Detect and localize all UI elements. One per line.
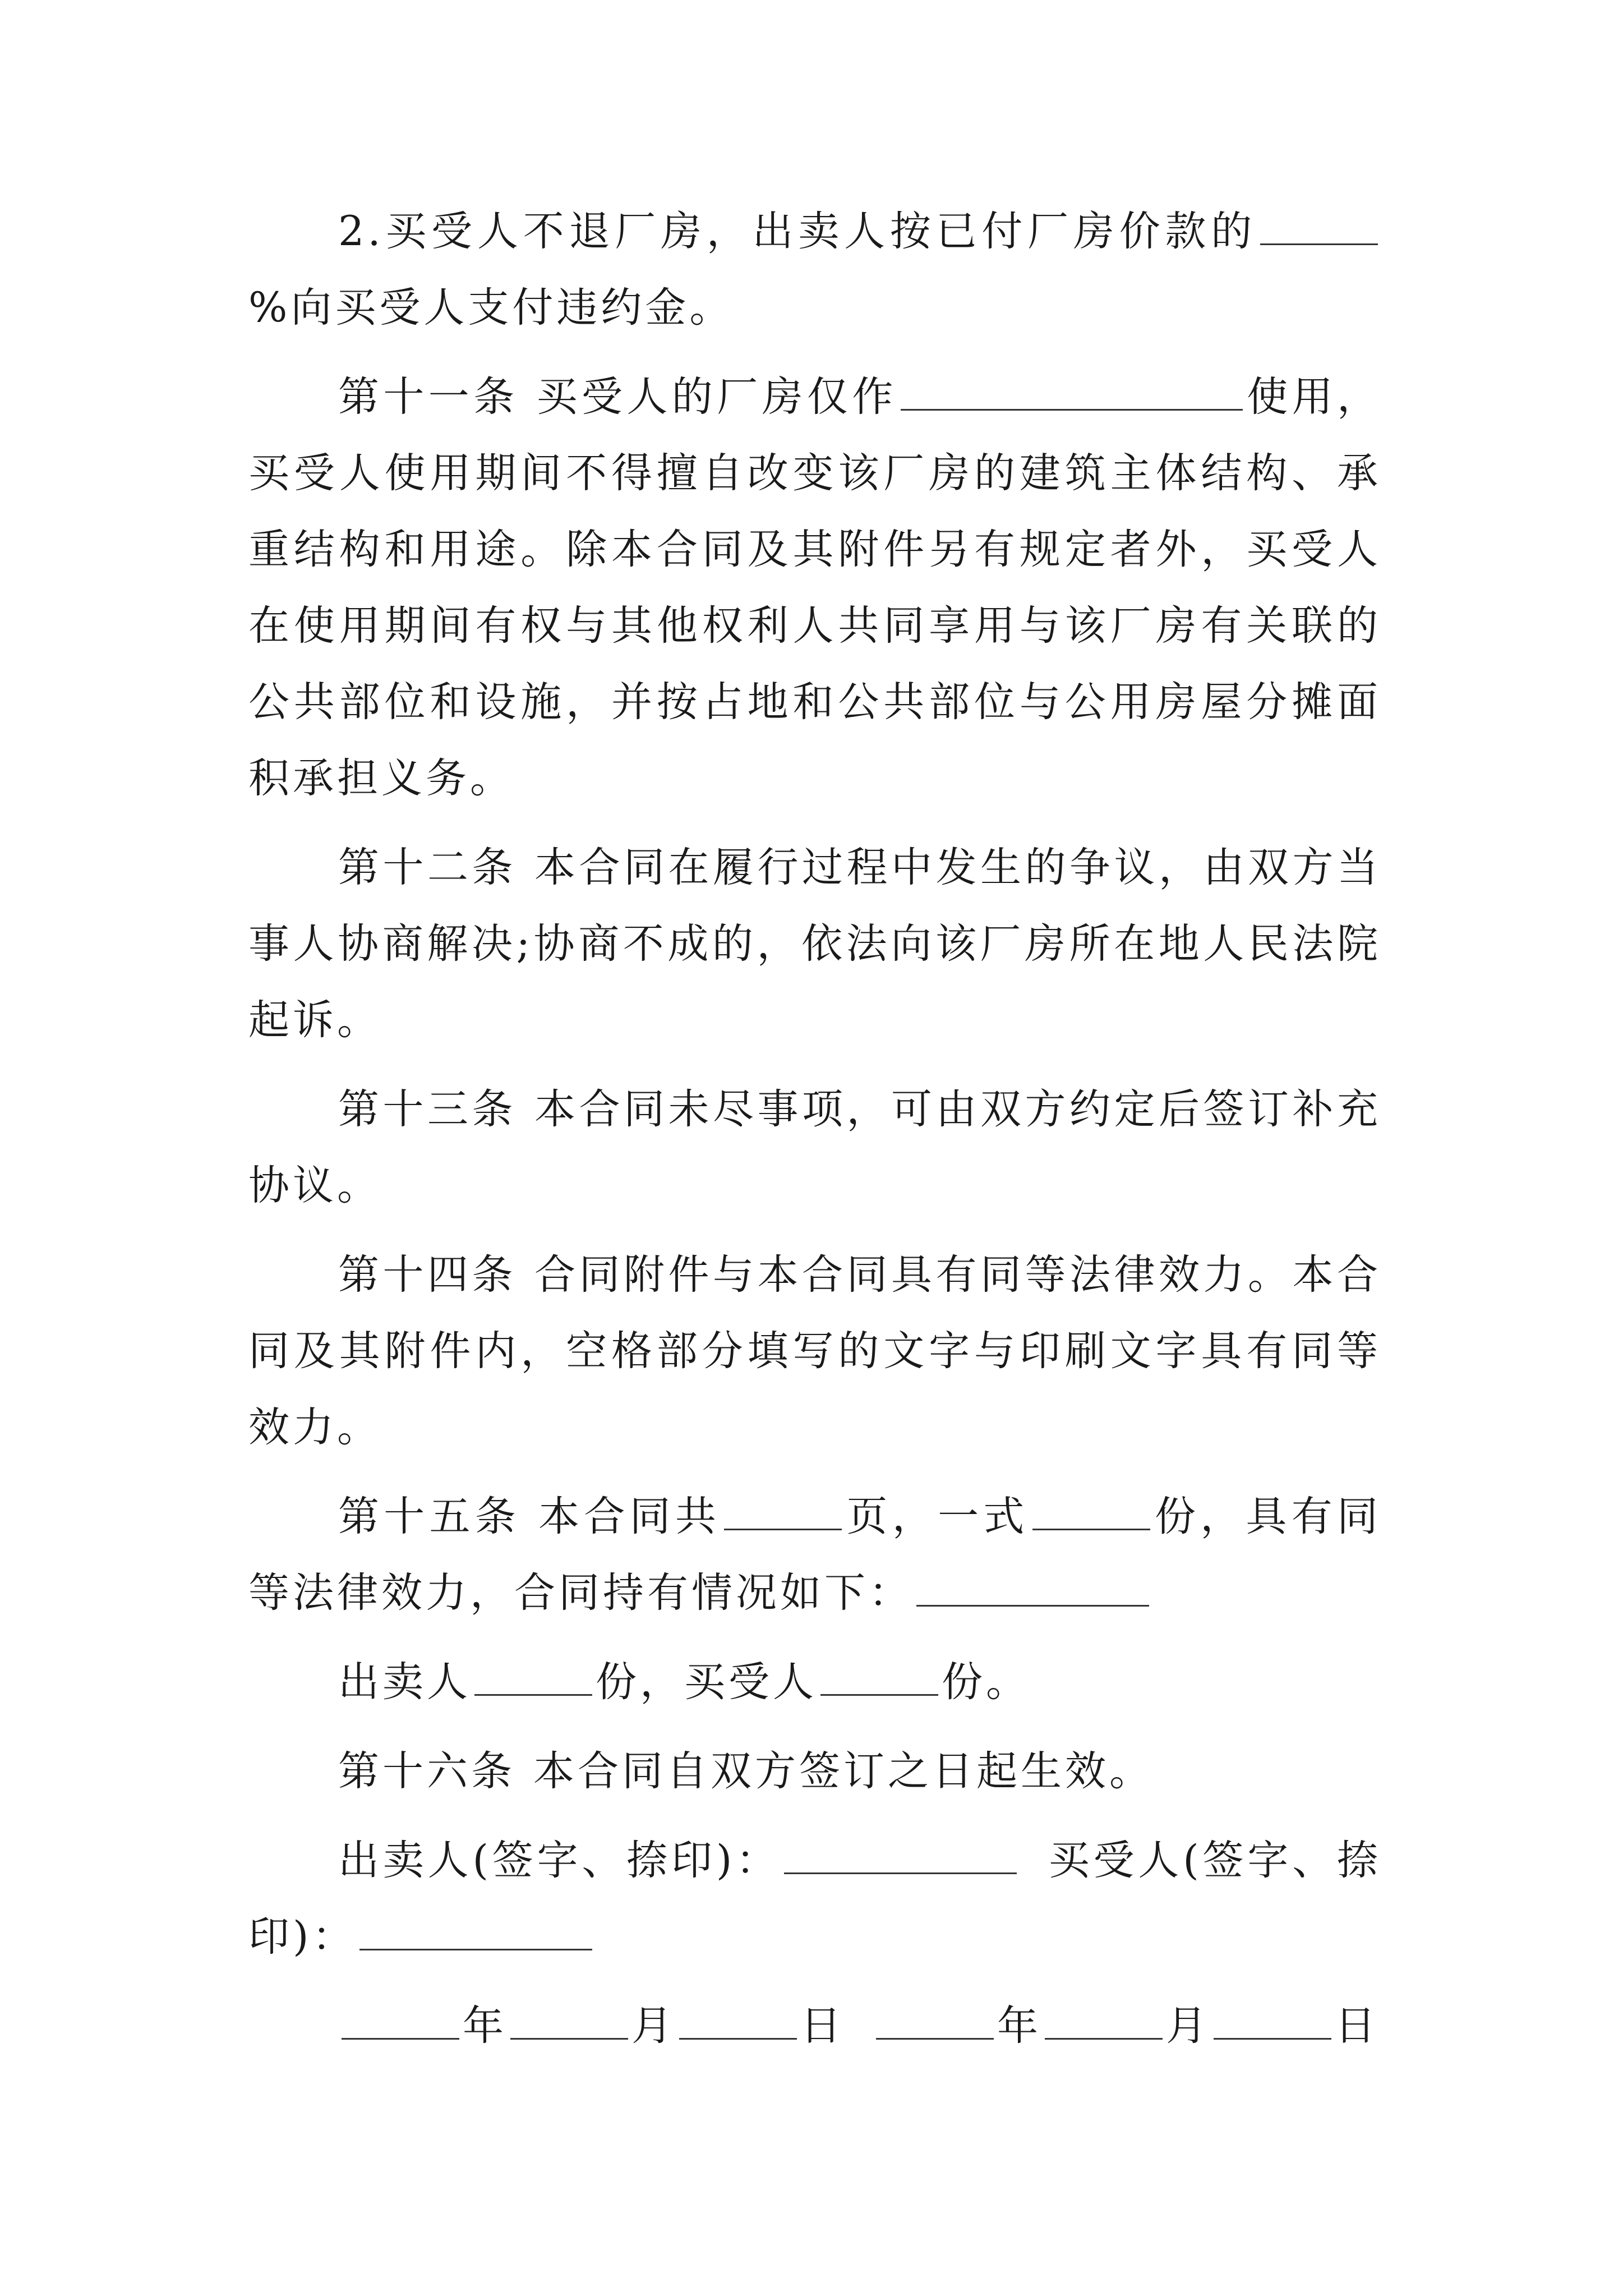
buyer-signature-blank[interactable]: [359, 1916, 592, 1950]
buyer-year-blank[interactable]: [876, 2005, 994, 2040]
page-count-blank[interactable]: [724, 1496, 842, 1530]
buyer-day-label: 日: [1335, 2002, 1379, 2050]
article-15-text-b: 页，一式: [845, 1493, 1029, 1540]
dates-paragraph: [248, 1988, 1381, 2064]
article-11-text-a: 买受人的厂房仅作: [536, 373, 897, 421]
seller-month-label: 月: [631, 2002, 676, 2050]
buyer-month-label: 月: [1166, 2002, 1210, 2050]
holding-details-blank[interactable]: [916, 1572, 1149, 1607]
article-15-text-c: 份，具有同等法律效力，合同持有情况如下：: [248, 1493, 1382, 1617]
seller-copies-blank[interactable]: [474, 1662, 592, 1696]
buyer-copies-blank[interactable]: [820, 1662, 938, 1696]
copies-text-c: 份。: [942, 1658, 1030, 1706]
penalty-percent-blank[interactable]: [1260, 211, 1378, 245]
article-11-text-b: 使用，买受人使用期间不得擅自改变该厂房的建筑主体结构、承重结构和用途。除本合同及其附件另有规定者外，买受人在使用期间有权与其他权利人共同享用与该厂房有关联的公共部位和设施，并按占地和公共部位与公用房屋分摊面积承担义务。: [248, 373, 1382, 802]
article-15-heading: 第十五条: [338, 1493, 521, 1540]
article-13-heading: 第十三条: [338, 1085, 517, 1133]
article-13-paragraph: [248, 1071, 1381, 1224]
seller-day-label: 日: [800, 2002, 845, 2050]
article-15-text-a: 本合同共: [538, 1493, 721, 1540]
usage-purpose-blank[interactable]: [901, 376, 1243, 411]
article-11-paragraph: [248, 359, 1381, 817]
seller-signature-label: 出卖人(签字、捺印)：: [338, 1837, 781, 1884]
article-14-paragraph: [248, 1237, 1381, 1466]
article-13-text: 本合同未尽事项，可由双方约定后签订补充协议。: [248, 1085, 1381, 1209]
article-15-paragraph: [248, 1479, 1381, 1631]
article-12-text: 本合同在履行过程中发生的争议，由双方当事人协商解决;协商不成的，依法向该厂房所在地人民法院起诉。: [248, 844, 1381, 1044]
article-12-paragraph: [248, 830, 1381, 1059]
buyer-month-blank[interactable]: [1045, 2005, 1163, 2040]
seller-month-blank[interactable]: [510, 2005, 628, 2040]
seller-year-label: 年: [463, 2002, 507, 2050]
clause-2-text-a: 2.买受人不退厂房，出卖人按已付厂房价款的: [338, 208, 1257, 255]
clause-2-text-b: %向买受人支付违约金。: [248, 284, 734, 332]
seller-signature-blank[interactable]: [784, 1840, 1017, 1874]
buyer-signature-label: 买受人(签字、捺印)：: [248, 1837, 1381, 1961]
article-11-heading: 第十一条: [338, 373, 519, 421]
document-body: [248, 194, 1381, 2077]
buyer-year-label: 年: [997, 2002, 1041, 2050]
signature-paragraph: [248, 1823, 1381, 1975]
buyer-day-blank[interactable]: [1214, 2005, 1331, 2040]
seller-year-blank[interactable]: [342, 2005, 459, 2040]
copies-text-b: 份，买受人: [596, 1658, 817, 1706]
article-16-text: 本合同自双方签订之日起生效。: [533, 1747, 1154, 1795]
seller-day-blank[interactable]: [679, 2005, 797, 2040]
copies-paragraph: [248, 1644, 1381, 1720]
article-12-heading: 第十二条: [338, 844, 517, 891]
article-16-paragraph: [248, 1733, 1381, 1810]
copy-count-blank[interactable]: [1032, 1496, 1150, 1530]
article-14-text: 合同附件与本合同具有同等法律效力。本合同及其附件内，空格部分填写的文字与印刷文字具有同等效力。: [248, 1251, 1381, 1451]
clause-2-paragraph: [248, 194, 1381, 346]
article-14-heading: 第十四条: [338, 1251, 517, 1299]
article-16-heading: 第十六条: [338, 1747, 515, 1795]
copies-text-a: 出卖人: [338, 1658, 471, 1706]
